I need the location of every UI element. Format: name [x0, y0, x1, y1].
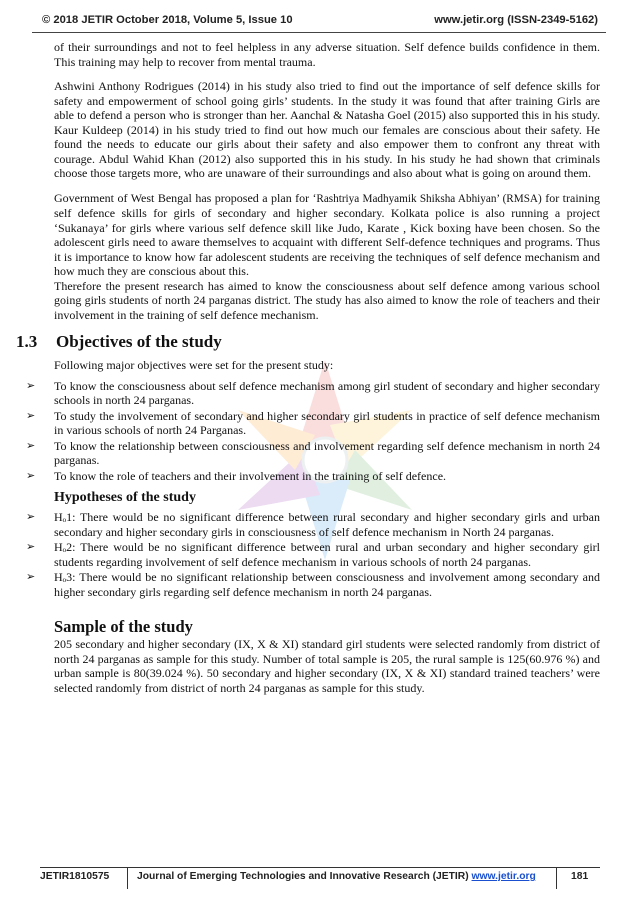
sample-heading: Sample of the study [54, 617, 193, 636]
paragraph-government [54, 191, 600, 279]
hypotheses-list [26, 510, 600, 599]
arrow-bullet-icon: ➢ [26, 378, 36, 392]
page-header [32, 14, 606, 32]
header-divider [32, 32, 606, 33]
hypotheses-heading: Hypotheses of the study [54, 490, 196, 505]
paragraph-literature: Ashwini Anthony Rodrigues (2014) in his study also tried to find out the importance of self defence skills for safety and empowerment of school going girls’ students. In the study it was found that after training Girls are able to defend a person who is stronger than her. Aanchal & Natasha Goel (2015) also supported this in his study. Kaur Kuldeep (2014) in his study tried to find out how much our females are conscious about their safety. He found the needs to educate our girls about their safety and also empower them to confront any threat with courage. Abdul Wahid Khan (2012) also supported this in his study. In his study he had shown that criminals choose those targets more, who are unaware of their surroundings and also about what is going on around them. [54, 79, 600, 180]
page-number: 181 [571, 871, 589, 882]
list-item [26, 378, 600, 408]
header-journal-info: © 2018 JETIR October 2018, Volume 5, Issue 10 [42, 14, 293, 26]
footer-journal [137, 871, 536, 882]
hypothesis-text: Hₒ1: There would be no significant difference between rural secondary and higher secondary girls and urban secondary and higher secondary girls in consciousness of self defence mechanism in North 24 parganas. [54, 510, 600, 539]
footer-separator [556, 867, 557, 889]
rmsa-name: ‘Rashtriya Madhyamik Shiksha Abhiyan’ (RMSA) [312, 192, 542, 205]
list-item [26, 408, 600, 438]
list-item [26, 438, 600, 468]
paragraph-research-aim: Therefore the present research has aimed to know the consciousness about self defence among various school going girls students of north 24 parganas district. The study has also aimed to know the role of teachers and their involvement in the training of self defence mechanism. [54, 278, 600, 322]
objectives-intro: Following major objectives were set for the present study: [54, 358, 334, 372]
footer-separator [127, 867, 128, 889]
objectives-list [26, 378, 600, 484]
section-number: 1.3 [16, 332, 38, 351]
objective-text: To know the consciousness about self defence mechanism among girl student of secondary and higher secondary schools in north 24 parganas. [54, 378, 600, 407]
list-item [26, 468, 600, 484]
arrow-bullet-icon: ➢ [26, 408, 36, 422]
footer-article-code: JETIR1810575 [40, 871, 110, 882]
objective-text: To study the involvement of secondary and higher secondary girl students in practice of self defence mechanism in various schools of north 24 Parganas. [54, 408, 600, 437]
footer-website-link[interactable]: www.jetir.org [471, 871, 536, 882]
arrow-bullet-icon: ➢ [26, 570, 36, 583]
objective-text: To know the role of teachers and their involvement in the training of self defence. [54, 468, 447, 483]
paragraph-government-start: Government of West Bengal has proposed a plan for [54, 190, 313, 205]
list-item [26, 540, 600, 569]
page-body [16, 40, 600, 695]
sample-paragraph: 205 secondary and higher secondary (IX, X & XI) standard girl students were selected randomly from district of north 24 parganas as sample for this study. Number of total sample is 205, the rural sample is 125(60.976 %) and urban sample is 80(39.024 %). 50 secondary and higher secondary (IX, X & XI) standard trained teachers’ were selected randomly from district of north 24 parganas as sample for this study. [54, 637, 600, 695]
page-footer [40, 871, 600, 887]
arrow-bullet-icon: ➢ [26, 540, 36, 553]
paragraph-intro-continued: of their surroundings and not to feel helpless in any adverse situation. Self defence builds confidence in them. This training may help to recover from mental trauma. [54, 40, 600, 69]
section-title: Objectives of the study [56, 332, 222, 351]
footer-divider [40, 867, 600, 868]
list-item [26, 510, 600, 539]
paragraph-government-end: for training self defence skills for girls of secondary and higher secondary. Kolkata police is also running a project ‘Sukanaya’ for girls where various self defence skill like Judo, Karate , Kick boxing have been chosen. So the adolescent girls need to aware themselves to acquaint with different Self-defence techniques and programs. Thus it is importance to know how far adolescent students are receiving the techniques of self defence mechanism and how much they are conscious about this. [54, 190, 600, 278]
list-item [26, 570, 600, 599]
hypothesis-text: Hₒ3: There would be no significant relationship between consciousness and involvement among secondary and higher secondary girls regarding self defence mechanism in north 24 parganas. [54, 570, 600, 599]
objective-text: To know the relationship between consciousness and involvement regarding self defence mechanism in north 24 parganas. [54, 438, 600, 467]
hypothesis-text: Hₒ2: There would be no significant difference between rural and urban secondary and higher secondary girl students regarding involvement of self defence mechanism in various schools of north 24 parganas. [54, 540, 600, 569]
footer-journal-name: Journal of Emerging Technologies and Innovative Research (JETIR) [137, 871, 472, 882]
arrow-bullet-icon: ➢ [26, 468, 36, 482]
section-heading-objectives [16, 332, 600, 352]
header-website-issn: www.jetir.org (ISSN-2349-5162) [434, 14, 598, 26]
arrow-bullet-icon: ➢ [26, 510, 36, 523]
arrow-bullet-icon: ➢ [26, 438, 36, 452]
